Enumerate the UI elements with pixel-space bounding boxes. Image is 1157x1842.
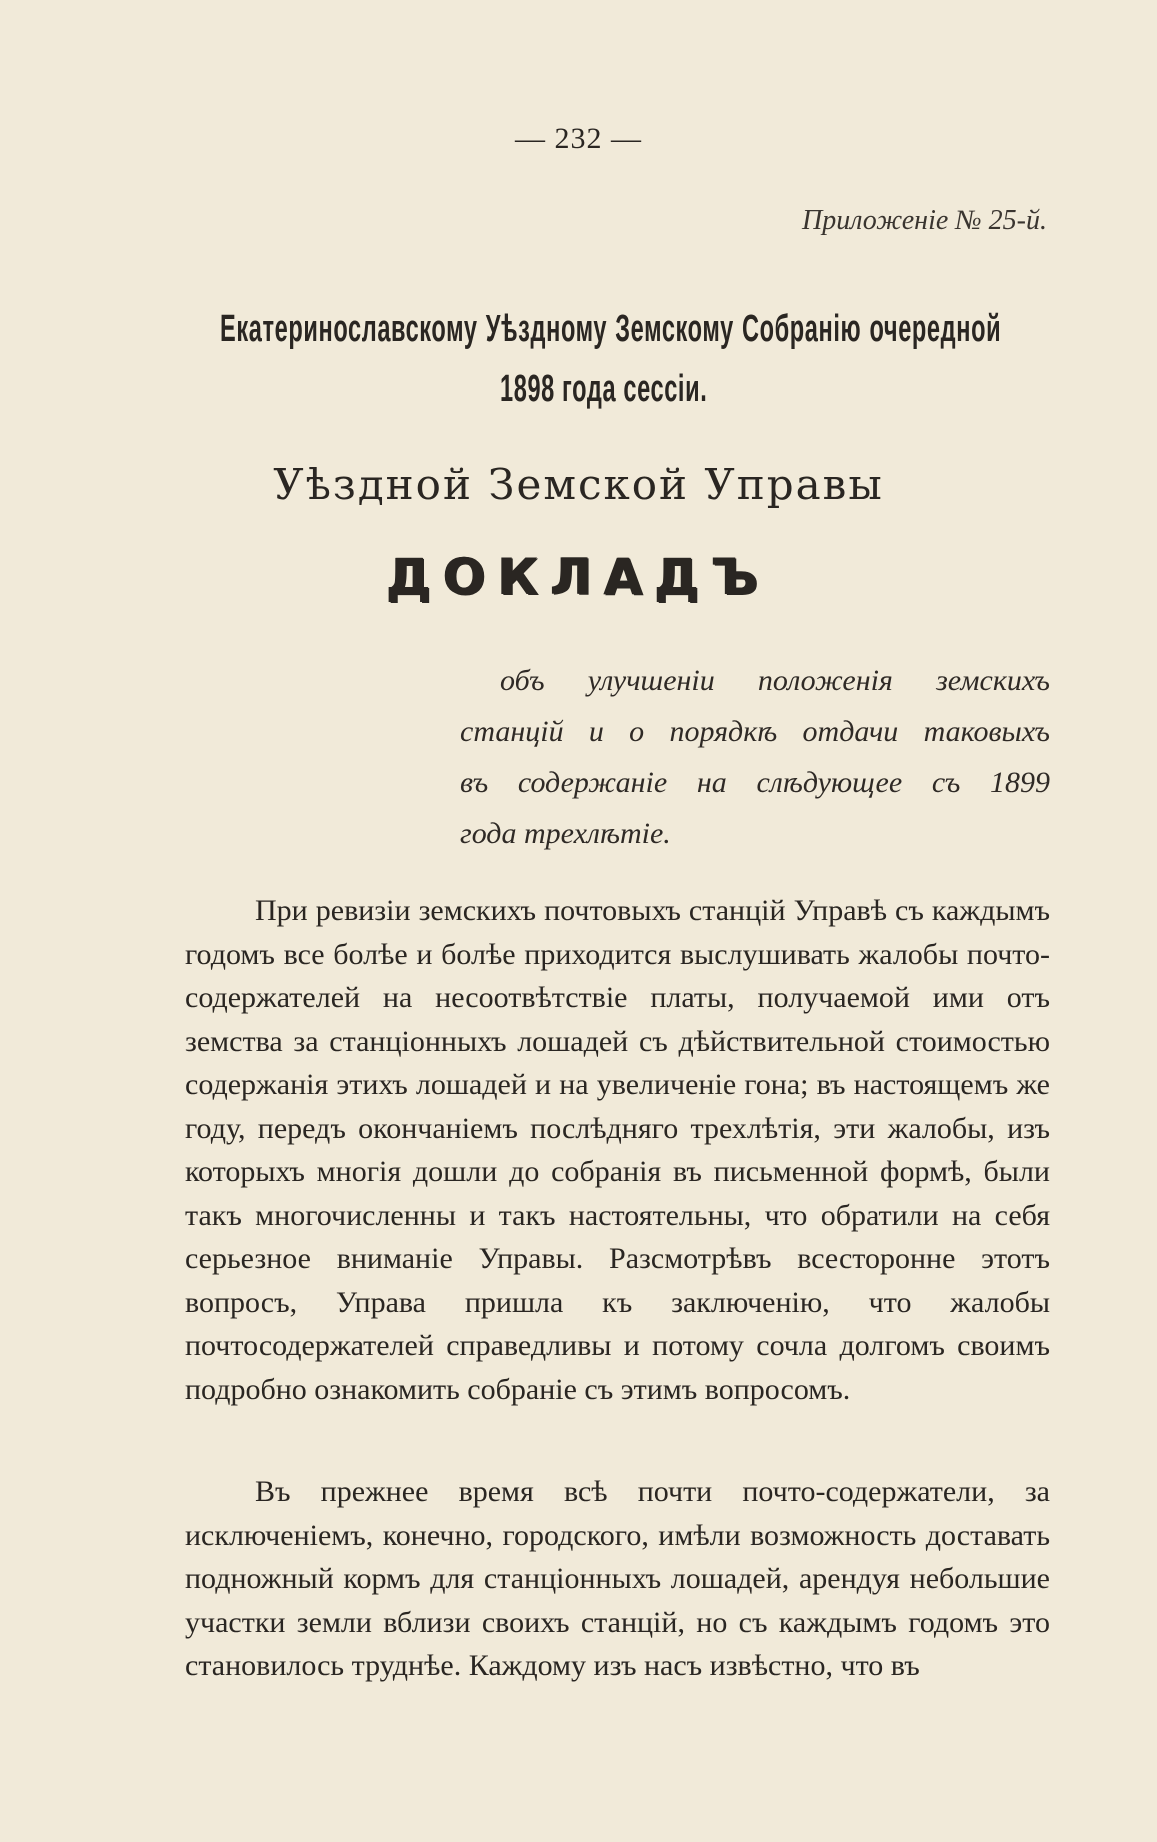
report-topic [460,655,1050,859]
report-subtitle: Уѣздной Земской Управы [273,460,884,509]
topic-line: станцій и о порядкѣ отдачи таковыхъ [460,715,1050,748]
topic-line: въ содержаніе на слѣдующее съ 1899 [460,766,1050,799]
topic-line: объ улучшеніи положенія земскихъ [500,664,1050,697]
address-line-2: 1898 года сессіи. [500,368,708,410]
page-number: — 232 — [515,122,642,155]
address-line-1: Екатеринославскому Уѣздному Земскому Собранію очередной [220,308,1002,350]
report-title: ДОКЛАДЪ [386,548,771,606]
body-paragraph-1: При ревизіи земскихъ почтовыхъ станцій Управѣ съ каждымъ годомъ все болѣе и болѣе приходится выслушивать жалобы почто-содержателей на несоотвѣтствіе платы, получаемой ими отъ земства за станціонныхъ лошадей съ дѣйствительной стоимостью содержанія этихъ лошадей и на увеличеніе гона; въ настоящемъ же году, передъ окончаніемъ послѣдняго трехлѣтія, эти жалобы, изъ которыхъ многія дошли до собранія въ письменной формѣ, были такъ многочисленны и такъ настоятельны, что обратили на себя серьезное вниманіе Управы. Разсмотрѣвъ всесторонне этотъ вопросъ, Управа пришла къ заключенію, что жалобы почтосодержателей справедливы и потому сочла долгомъ своимъ подробно ознакомить собраніе съ этимъ вопросомъ. [185,894,1050,1406]
topic-line: года трехлѣтіе. [460,817,671,850]
appendix-label: Приложеніе № 25-й. [802,205,1047,236]
body-paragraph-2: Въ прежнее время всѣ почти почто-содержатели, за исключеніемъ, конечно, городского, имѣли возможность доставать подножный кормъ для станціонныхъ лошадей, арендуя небольшие участки земли вблизи своихъ станцій, но съ каждымъ годомъ это становилось труднѣе. Каждому изъ насъ извѣстно, что въ [185,1475,1050,1682]
